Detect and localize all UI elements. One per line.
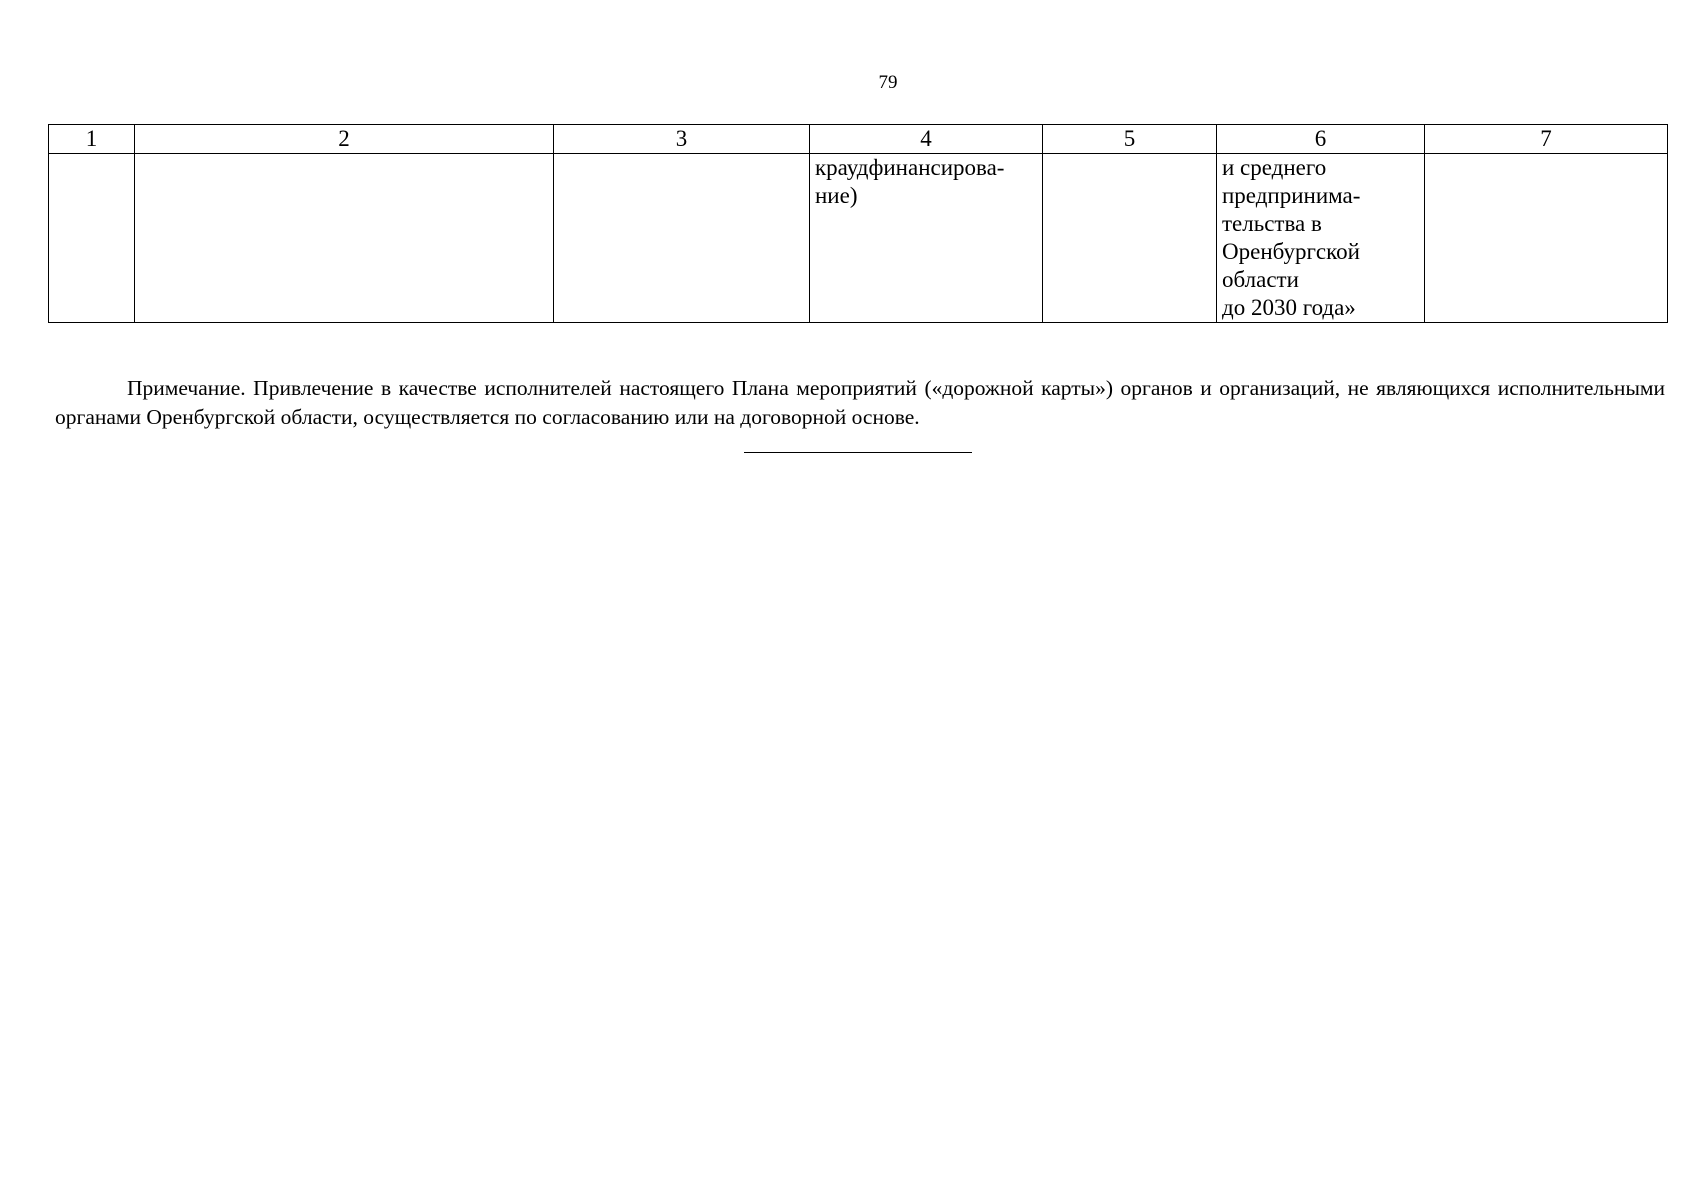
continuation-table [48,124,1668,323]
note-paragraph [55,374,1665,432]
column-number-row [49,125,1668,154]
column-header-4: 4 [810,125,1043,154]
cell-col-6-line: и среднего [1222,155,1327,180]
cell-col-6-line: предпринима- [1222,183,1361,208]
cell-col-1 [49,154,135,323]
cell-col-4-line: краудфинансирова- [815,155,1005,180]
note-text: Примечание. Привлечение в качестве исполнителей настоящего Плана мероприятий («дорожной карты») органов и организаций, не являющихся исполнительными органами Оренбургской области, осуществляется по согласованию или на договорной основе. [55,375,1665,429]
cell-col-6-line: Оренбургской [1222,239,1360,264]
column-header-5: 5 [1043,125,1217,154]
cell-col-2 [135,154,554,323]
cell-col-5 [1043,154,1217,323]
column-header-2: 2 [135,125,554,154]
column-header-7: 7 [1425,125,1668,154]
cell-col-6-line: до 2030 года» [1222,295,1356,320]
column-header-3: 3 [554,125,810,154]
page-number: 79 [878,72,898,93]
cell-col-4 [810,154,1043,323]
cell-col-6-line: области [1222,267,1299,292]
cell-col-6 [1217,154,1425,323]
cell-col-6-line: тельства в [1222,211,1322,236]
cell-col-7 [1425,154,1668,323]
column-header-6: 6 [1217,125,1425,154]
closing-divider-line [744,452,972,453]
column-header-1: 1 [49,125,135,154]
cell-col-4-line: ние) [815,183,858,208]
cell-col-3 [554,154,810,323]
table-row [49,154,1668,323]
